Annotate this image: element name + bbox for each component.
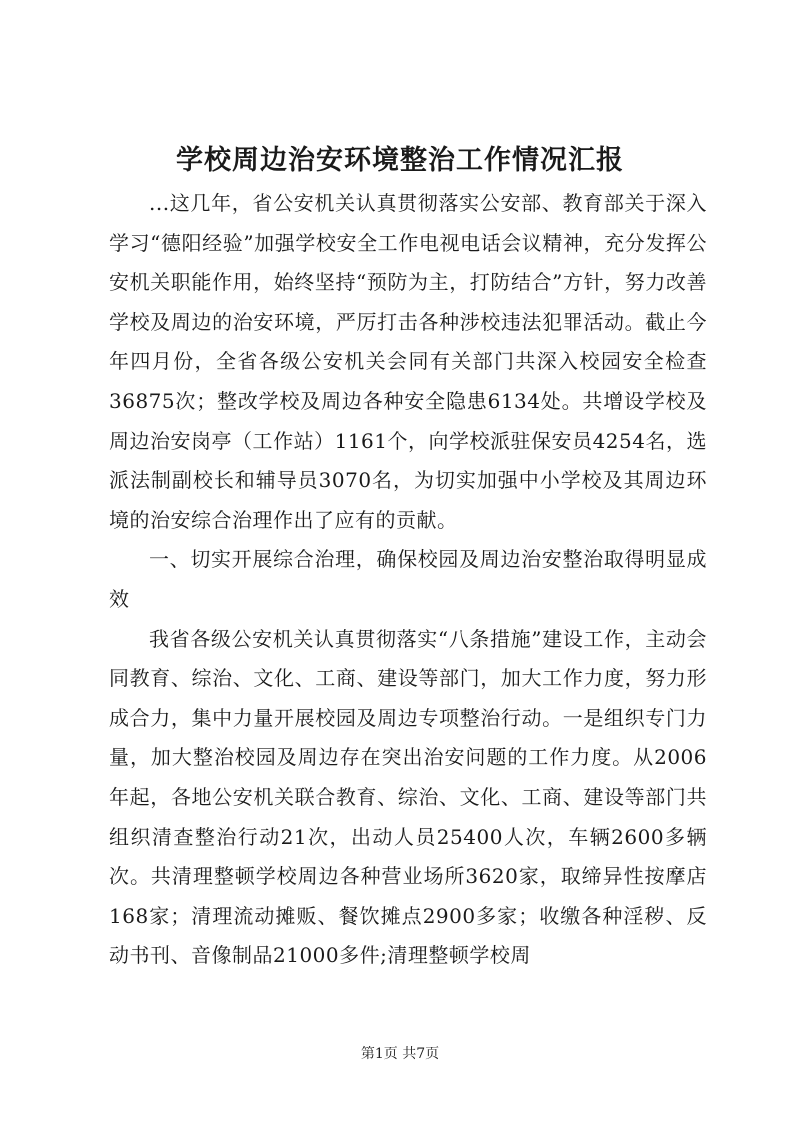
paragraph-intro: ...这几年，省公安机关认真贯彻落实公安部、教育部关于深入学习“德阳经验”加强学校安全工作电视电话会议精神，充分发挥公安机关职能作用，始终坚持“预防为主，打防结合”方针，努力改善学校及周边的治安环境，严厉打击各种涉校违法犯罪活动。截止今年四月份，全省各级公安机关会同有关部门共深入校园安全检查36875次；整改学校及周边各种安全隐患6134处。共增设学校及周边治安岗亭（工作站）1161个，向学校派驻保安员4254名，选派法制副校长和辅导员3070名，为切实加强中小学校及其周边环境的治安综合治理作出了应有的贡献。 xyxy=(109,191,707,532)
section-heading-1: 一、切实开展综合治理，确保校园及周边治安整治取得明显成效 xyxy=(109,547,707,611)
document-title: 学校周边治安环境整治工作情况汇报 xyxy=(176,145,624,176)
page-number: 第1页 共7页 xyxy=(360,1046,440,1062)
document-body xyxy=(109,184,707,976)
paragraph-section-1: 我省各级公安机关认真贯彻落实“八条措施”建设工作，主动会同教育、综治、文化、工商、建设等部门，加大工作力度，努力形成合力，集中力量开展校园及周边专项整治行动。一是组织专门力量，加大整治校园及周边存在突出治安问题的工作力度。从2006年起，各地公安机关联合教育、综治、文化、工商、建设等部门共组织清查整治行动21次，出动人员25400人次，车辆2600多辆次。共清理整顿学校周边各种营业场所3620家，取缔异性按摩店168家；清理流动摊贩、餐饮摊点2900多家；收缴各种淫秽、反动书刊、音像制品21000多件;清理整顿学校周 xyxy=(109,626,707,968)
